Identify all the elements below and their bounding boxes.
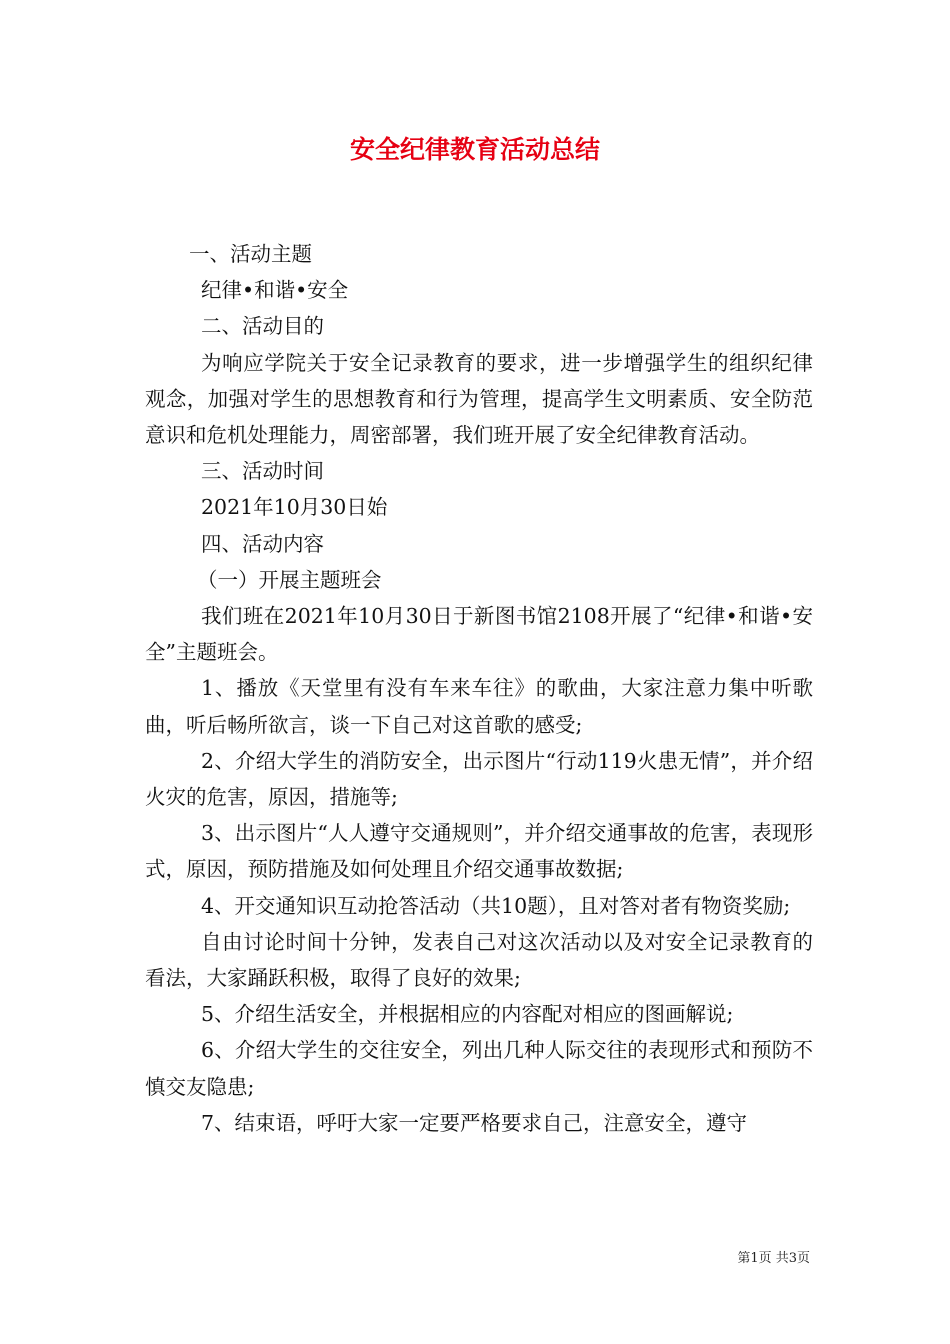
list-item-1: 1、播放《天堂里有没有车来车往》的歌曲，大家注意力集中听歌曲，听后畅所欲言，谈一下自己对这首歌的感受; — [145, 676, 813, 737]
list-item-4: 4、开交通知识互动抢答活动（共10题），且对答对者有物资奖励; — [201, 893, 791, 918]
section-heading-content: 四、活动内容 — [201, 531, 324, 556]
section-heading-theme: 一、活动主题 — [189, 242, 312, 266]
discussion-paragraph: 自由讨论时间十分钟，发表自己对这次活动以及对安全记录教育的看法，大家踊跃积极，取得了良好的效果; — [145, 929, 813, 991]
purpose-paragraph: 为响应学院关于安全记录教育的要求，进一步增强学生的组织纪律观念，加强对学生的思想教育和行为管理，提高学生文明素质、安全防范意识和危机处理能力，周密部署，我们班开展了安全纪律教育活动。 — [145, 350, 813, 448]
subsection-heading-class-meeting: （一）开展主题班会 — [197, 567, 382, 592]
document-body — [145, 236, 813, 1141]
section-heading-purpose: 二、活动目的 — [201, 314, 324, 339]
list-item-2: 2、介绍大学生的消防安全，出示图片“行动119火患无情”，并介绍火灾的危害，原因，措施等; — [145, 748, 813, 810]
list-item-7: 7、结束语，呼吁大家一定要严格要求自己，注意安全，遵守 — [201, 1110, 748, 1135]
list-item-6: 6、介绍大学生的交往安全，列出几种人际交往的表现形式和预防不慎交友隐患; — [145, 1038, 813, 1099]
theme-text: 纪律•和谐•安全 — [201, 278, 349, 303]
document-title: 安全纪律教育活动总结 — [349, 135, 600, 164]
class-meeting-paragraph: 我们班在2021年10月30日于新图书馆2108开展了“纪律•和谐•安全”主题班会。 — [145, 604, 813, 665]
section-heading-time: 三、活动时间 — [201, 459, 324, 484]
page-number-footer: 第1页 共3页 — [737, 1251, 810, 1266]
list-item-5: 5、介绍生活安全，并根据相应的内容配对相应的图画解说; — [201, 1002, 734, 1027]
time-text: 2021年10月30日始 — [201, 495, 388, 520]
list-item-3: 3、出示图片“人人遵守交通规则”，并介绍交通事故的危害，表现形式，原因，预防措施及如何处理且介绍交通事故数据; — [145, 821, 813, 882]
